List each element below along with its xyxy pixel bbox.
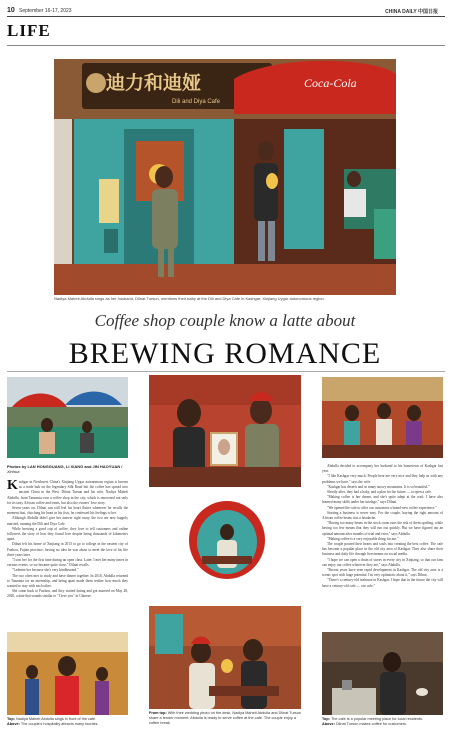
article-paragraph: Shortly after, they had a baby, and a plan for the future — to open a cafe. [327,490,432,495]
article-paragraph: While brewing a good cup of coffee, they love to tell customers and online followers the story of how they found love despite being thousands of kilometers apart. [7,526,128,542]
caption-right-text-2: Dilnat Tursun makes coffee for customers. [335,721,407,726]
coffee-break-image [149,606,301,709]
photo-coffee-break [149,606,301,709]
issue-date: September 16-17, 2023 [19,8,72,14]
caption-left-label-1: Top: [7,717,15,721]
article-paragraph: Starting a business is never easy. For the couple, buying the right amount of African coffee beans was a headache. [322,510,443,521]
article-dropcap: K [7,480,18,493]
cafe-customers-image [322,377,443,458]
caption-right-label-1: Top: [322,717,330,721]
article-paragraph: "I saw her for the first time during an open class. Later, I met her many times in various events, so we became quite close," Dilnat recalls. [7,558,128,568]
article-paragraph: "I like Kashgar very much. People here are very nice and they help us with any problems we have," says the wife. [322,474,443,484]
caption-left [7,717,128,727]
caption-center-label: From top: [149,711,167,715]
article-column-left [7,480,128,626]
article-paragraph: Seven years on, Dilnat can still feel his heart flutter whenever he recalls the moment that, clutching his heart in his fists, he confessed his feelings to her. [7,506,128,516]
main-photo [54,59,396,295]
section-rule [7,45,445,46]
singing-scene-image [7,632,128,715]
photo-singing-left [7,632,128,715]
caption-center [149,711,301,725]
publication-en: CHINA DAILY [385,9,417,15]
publication-cn: 中国日报 [417,9,438,15]
photo-street-top-left [7,377,128,458]
caption-right-label-2: Above: [322,721,335,726]
article-paragraph: "Kashgar has deserts and so many snowy mountains. It is so beautiful." [327,484,430,489]
article-column-right [322,464,443,629]
article-paragraph: The two often met to study and have dinner together. In 2018, Abdulla returned to Tanzania for an internship, and being apart made them realize how much they wanted to stay with each other. [7,573,128,589]
article-paragraph: "I hope we can open a chain of stores in every city in Xinjiang, so that our fans can enjoy our coffee wherever they are," says Abdulla. [322,557,443,567]
couple-portrait-image [149,375,301,487]
article-paragraph: "Making coffee is a very enjoyable thing for me." [327,536,399,541]
headline-title: BREWING ROMANCE [68,337,382,370]
photo-making-coffee [322,632,443,715]
photo-credit: Photos by LAN HONGGUANG, LI XIANG and JIN HAOYUAN / Xinhua [7,464,123,474]
main-photo-caption: Nadiya Maheti Abdulla sings as her husband, Dilnat Tursun, mentions their baby at the Dili and Diya Cafe in Kashgar, Xinjiang Uygur autonomous region. [54,296,325,301]
article-paragraph: She came back to Fuzhou, and they started dating and got married on May 28, 2020, a date that sounds similar to "I love you" in Chinese. [7,589,128,599]
caption-left-label-2: Above: [7,721,20,726]
cafe-storefront-image [54,59,396,295]
caption-left-text-2: The couple's hospitality attracts many tourists. [20,721,99,726]
article-paragraph: "There's a century-old teahouse in Kashgar. I hope that in the future the city will have a century-old cafe — our cafe." [322,578,443,588]
photo-serving-coffee [188,500,266,580]
caption-left-text-1: Nadiya Maheti Abdulla sings in front of the cafe. [16,717,97,721]
making-coffee-image [322,632,443,715]
article-paragraph: "Making coffee is her dream, and she's quite adept at the craft. I have also learned many skills under her tutelage," says Dilnat. [322,495,443,505]
cafe-sign-cn: 迪力和迪娅 [106,72,202,94]
article-paragraph: Dilnat left his home of Xinjiang in 2013 to go to college in the eastern city of Fuzhou, Fujian province, having no idea he was about to meet the love of his life three years later. [7,542,128,557]
article-paragraph: "Having too many beans in the stock room runs the risk of them spoiling, while having too few means that they will run out quickly. But we have figured out an optimal amount after months of trial and error," says Abdulla. [322,521,443,536]
street-scene-image [7,377,128,458]
publication-name [385,8,438,15]
photo-cafe-customers [322,377,443,458]
caption-right-text-1: The cafe is a popular meeting place for local residents. [330,717,423,721]
umbrella-brand: Coca-Cola [304,76,357,90]
caption-right [322,717,443,727]
serving-coffee-image [188,500,266,580]
article-paragraph: Abdulla decided to accompany her husband to his hometown of Kashgar last year. [322,464,443,474]
photo-wedding-portrait [149,375,301,487]
headline-rule [7,371,445,372]
article-paragraph: "Recent years have seen rapid development in Kashgar. The old city area is a scenic spot with huge potential. I'm very optimistic about it," says Dilnat. [322,568,443,578]
page-header [0,0,450,20]
page-number: 10 [7,7,15,14]
caption-center-text: With their wedding photo on the desk, Nadiya Maheti Abdulla and Dilnat Tursun share a tender moment. Abdulla is ready to serve coffee at the cafe. The couple enjoy a coffee break. [149,711,301,725]
section-title: LIFE [7,21,51,40]
article-paragraph: "We opened the cafe to offer our customers a brand-new coffee experience." [327,505,437,510]
header-rule [7,16,445,17]
headline-kicker: Coffee shop couple know a latte about [94,311,356,330]
article-paragraph: The couple poured their hearts and souls into creating the best coffee. The cafe has become a popular place in the old city area of Kashgar. They also share their business and daily life through livestreams on social media. [322,542,443,557]
article-paragraph: "I admire her because she's very kindhearted." [12,568,79,573]
article-paragraph: ashgar in Northwest China's Xinjiang Uygur autonomous region is known as a trade hub on the legendary Silk Road but the coffee has spread into ancient China in the West. Dilnat Tursun and his wife, Nadiya Maheti Abdulla, from Tanzania own a coffee shop in the city, which is renowned not only for its tasty African coffee and treats, but also the owners' love story. [7,480,128,505]
photo-credit-source: Xinhua [7,469,20,474]
cafe-sign-en: Dili and Diya Cafe [172,99,221,105]
article-paragraph: Although Abdulla didn't give her answer right away, the two are now happily married, running the Dili and Diya Cafe. [7,516,128,526]
photo-credit-names: Photos by LAN HONGGUANG, LI XIANG and JIN HAOYUAN [7,464,121,469]
